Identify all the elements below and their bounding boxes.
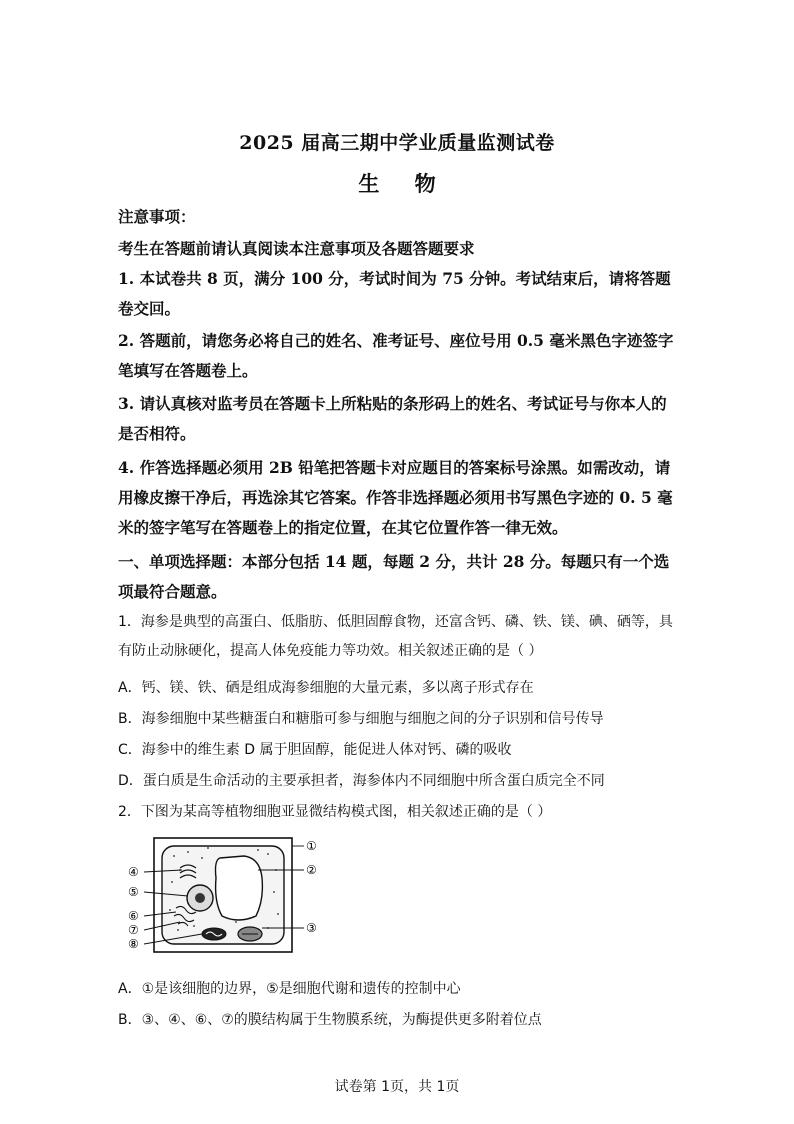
section-heading: 一、单项选择题：本部分包括 14 题，每题 2 分，共计 28 分。每题只有一个选项最符合题意。 <box>118 552 670 601</box>
question-2-stem: 2．下图为某高等植物细胞亚显微结构模式图，相关叙述正确的是（ ） <box>118 804 552 820</box>
label-8: ⑧ <box>128 937 139 951</box>
notice-item-2: 2. 答题前，请您务必将自己的姓名、准考证号、座位号用 0.5 毫米黑色字迹签字笔填写在答题卷上。 <box>118 331 674 380</box>
notice-heading: 注意事项： <box>118 207 196 226</box>
label-5: ⑤ <box>128 885 139 899</box>
notice-intro: 考生在答题前请认真阅读本注意事项及各题答题要求 <box>118 239 475 258</box>
label-7: ⑦ <box>128 923 139 937</box>
question-1-option-d: D．蛋白质是生命活动的主要承担者，海参体内不同细胞中所含蛋白质完全不同 <box>118 773 605 789</box>
subject-title: 生 物 <box>358 171 450 196</box>
notice-item-3: 3. 请认真核对监考员在答题卡上所粘贴的条形码上的姓名、考试证号与你本人的是否相符。 <box>118 394 667 443</box>
label-6: ⑥ <box>128 909 139 923</box>
plant-cell-diagram <box>118 830 328 960</box>
question-1-stem: 1．海参是典型的高蛋白、低脂肪、低胆固醇食物，还富含钙、磷、铁、镁、碘、硒等，具有防止动脉硬化，提高人体免疫能力等功效。相关叙述正确的是（ ） <box>118 614 673 659</box>
question-1-option-b: B．海参细胞中某些糖蛋白和糖脂可参与细胞与细胞之间的分子识别和信号传导 <box>118 711 604 727</box>
question-2-option-b: B．③、④、⑥、⑦的膜结构属于生物膜系统，为酶提供更多附着位点 <box>118 1012 542 1028</box>
vacuole <box>216 856 263 920</box>
label-1: ① <box>306 839 317 853</box>
exam-title: 2025 届高三期中学业质量监测试卷 <box>239 132 555 154</box>
notice-item-1: 1. 本试卷共 8 页，满分 100 分，考试时间为 75 分钟。考试结束后，请将答题卷交回。 <box>118 269 671 318</box>
question-1-option-a: A．钙、镁、铁、硒是组成海参细胞的大量元素，多以离子形式存在 <box>118 680 534 696</box>
label-2: ② <box>306 863 317 877</box>
label-3: ③ <box>306 921 317 935</box>
question-2-option-a: A．①是该细胞的边界，⑤是细胞代谢和遗传的控制中心 <box>118 981 461 997</box>
label-4: ④ <box>128 865 139 879</box>
question-1-option-c: C．海参中的维生素 D 属于胆固醇，能促进人体对钙、磷的吸收 <box>118 742 512 758</box>
notice-item-4: 4. 作答选择题必须用 2B 铅笔把答题卡对应题目的答案标号涂黑。如需改动，请用橡皮擦干净后，再选涂其它答案。作答非选择题必须用书写黑色字迹的 0. 5 毫米的签字笔写在答题卷上的指定位置，在其它位置作答一律无效。 <box>118 458 673 537</box>
page-footer: 试卷第 1页，共 1页 <box>334 1079 460 1095</box>
